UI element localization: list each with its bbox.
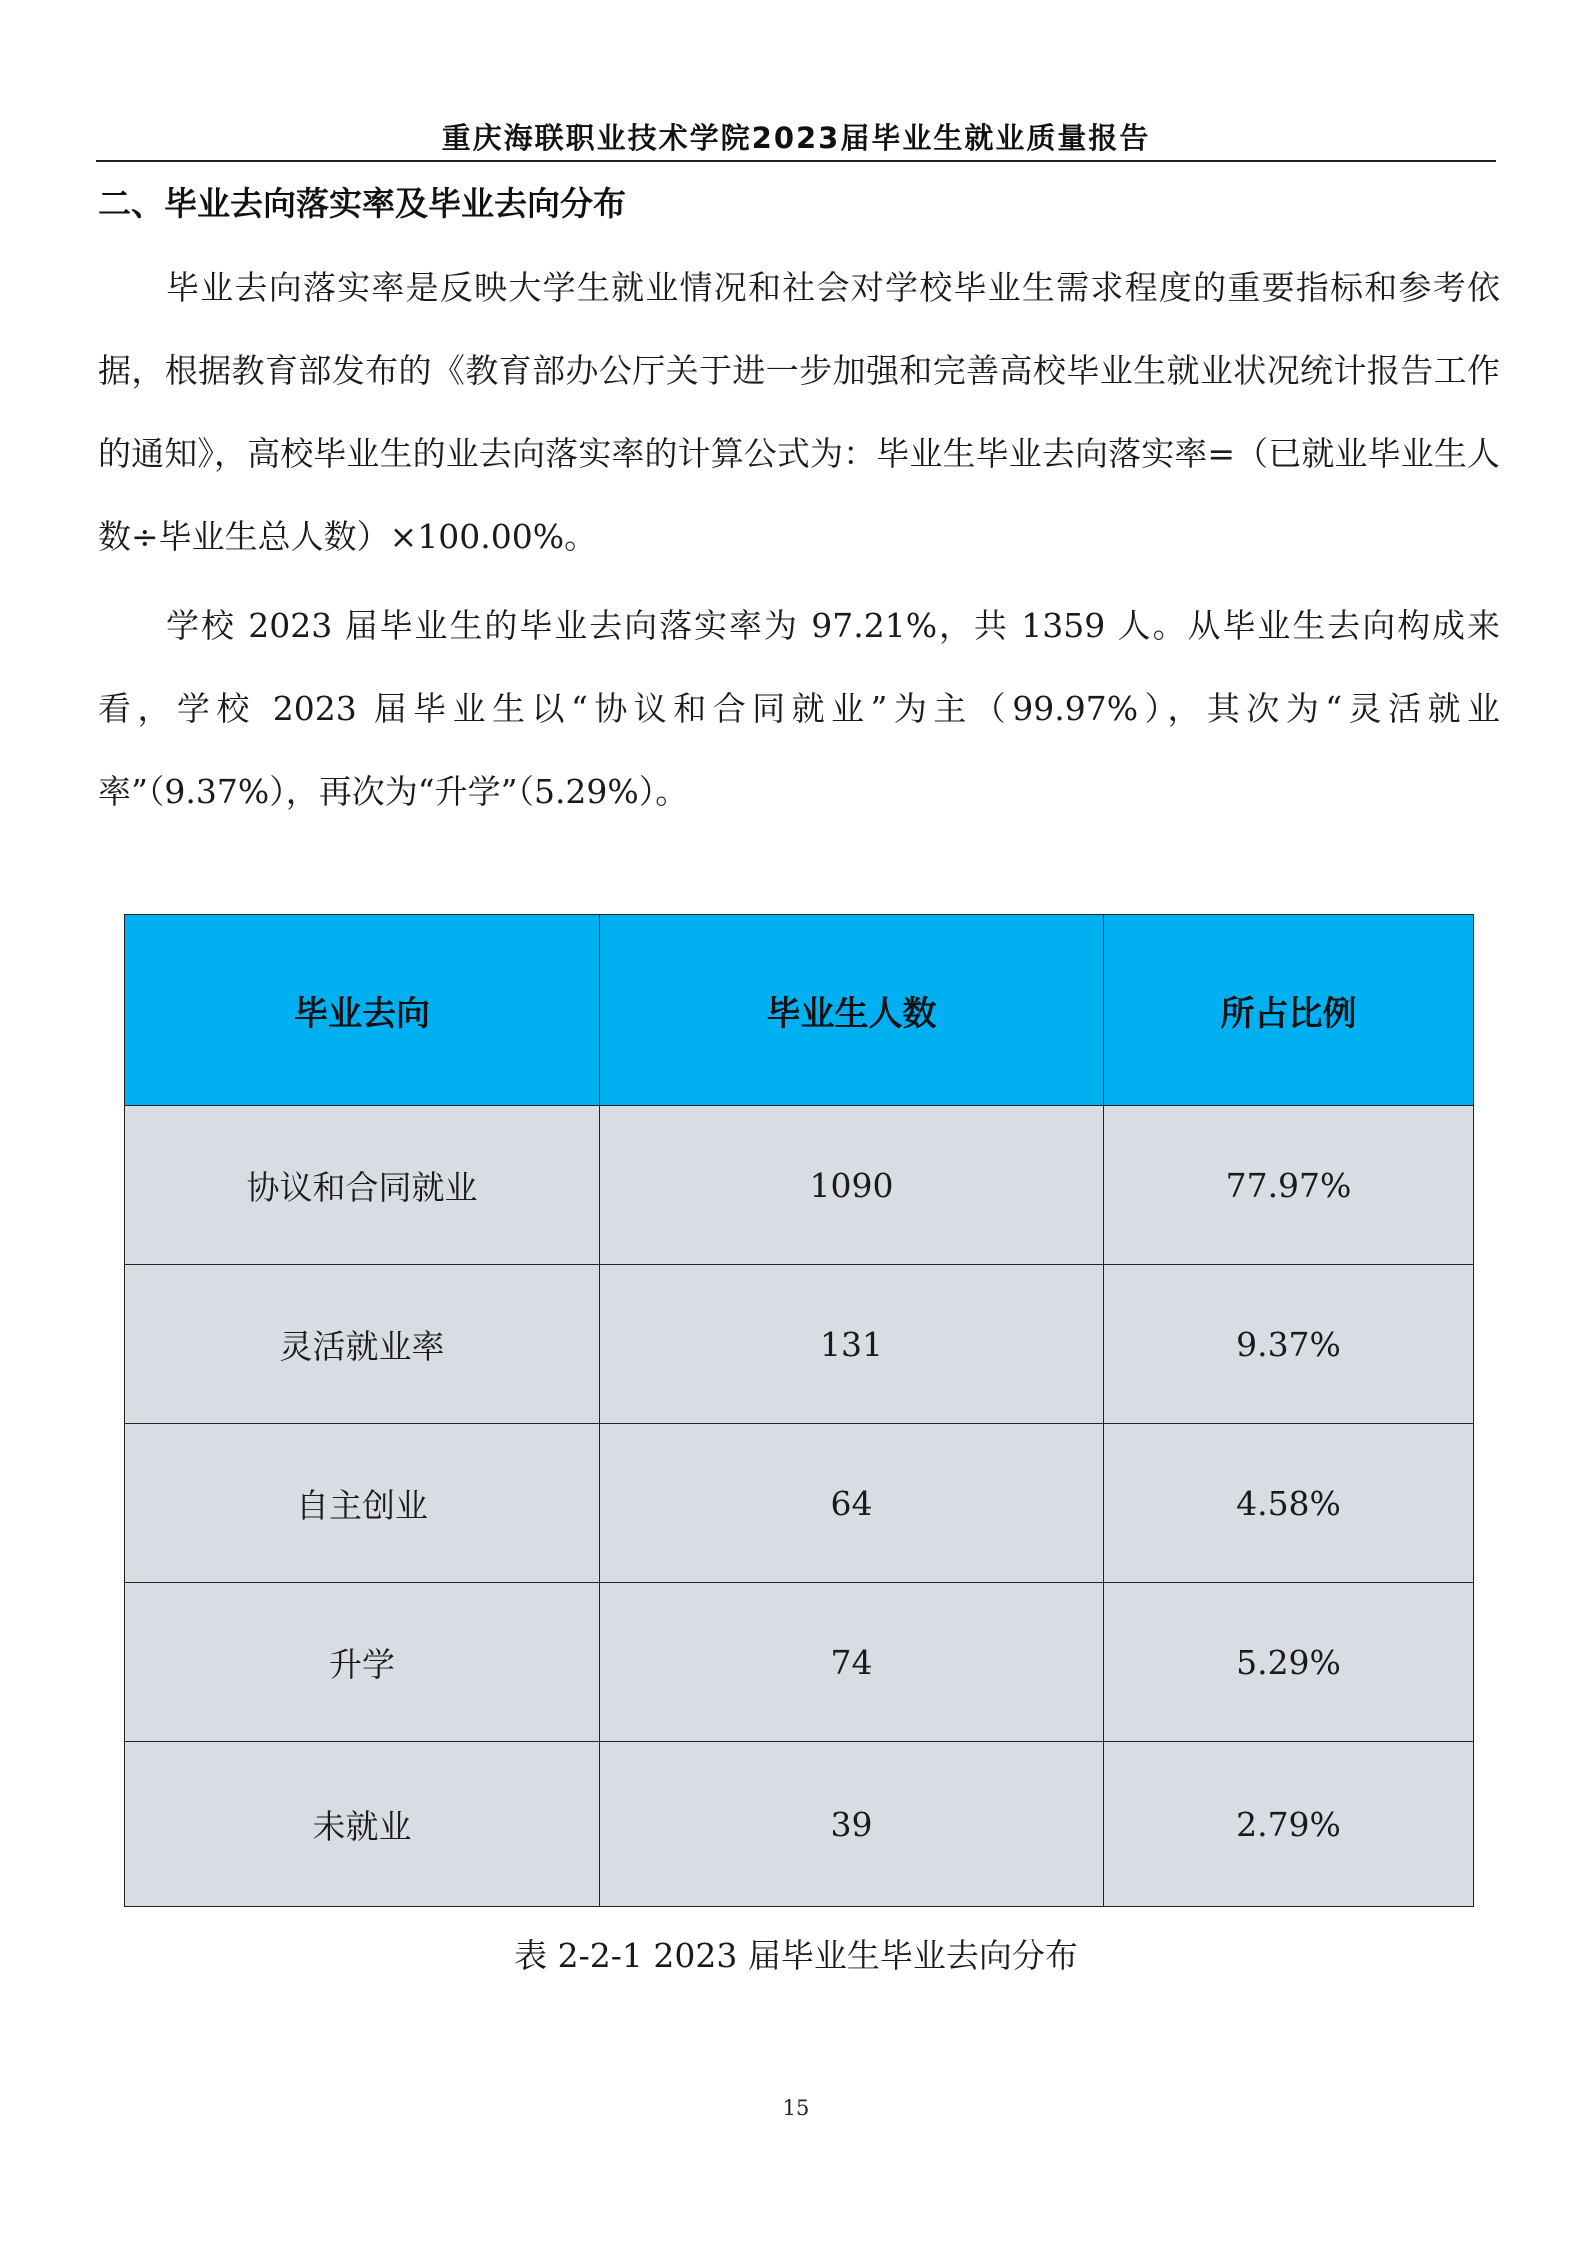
table-caption: 表 2-2-1 2023 届毕业生毕业去向分布 (514, 1936, 1078, 1975)
paragraph-formula: 毕业去向落实率是反映大学生就业情况和社会对学校毕业生需求程度的重要指标和参考依据，根据教育部发布的《教育部办公厅关于进一步加强和完善高校毕业生就业状况统计报告工作的通知》，高校毕业生的业去向落实率的计算公式为：毕业生毕业去向落实率=（已就业毕业生人数÷毕业生总人数）×100.00%。 (98, 268, 1500, 556)
table-cell-count: 131 (600, 1265, 1104, 1424)
table-cell-ratio: 9.37% (1104, 1265, 1474, 1424)
table-row (125, 1742, 1474, 1907)
table-row (125, 1583, 1474, 1742)
table-cell-ratio: 2.79% (1104, 1742, 1474, 1907)
table-cell-destination: 灵活就业率 (125, 1265, 600, 1424)
page-header-title: 重庆海联职业技术学院2023届毕业生就业质量报告 (441, 121, 1151, 155)
table-cell-destination: 升学 (125, 1583, 600, 1742)
table-cell-ratio: 5.29% (1104, 1583, 1474, 1742)
table-cell-count: 39 (600, 1742, 1104, 1907)
table-row (125, 1424, 1474, 1583)
destination-table-container (124, 914, 1473, 1907)
table-header-destination: 毕业去向 (125, 915, 600, 1106)
destination-table (124, 914, 1474, 1907)
section-heading: 二、毕业去向落实率及毕业去向分布 (98, 184, 626, 223)
page-number: 15 (782, 2096, 810, 2120)
header-divider (96, 160, 1496, 162)
table-cell-count: 1090 (600, 1106, 1104, 1265)
table-cell-destination: 自主创业 (125, 1424, 600, 1583)
table-cell-count: 74 (600, 1583, 1104, 1742)
table-cell-destination: 协议和合同就业 (125, 1106, 600, 1265)
table-cell-count: 64 (600, 1424, 1104, 1583)
table-cell-destination: 未就业 (125, 1742, 600, 1907)
table-header-count: 毕业生人数 (600, 915, 1104, 1106)
table-row (125, 1106, 1474, 1265)
table-header-ratio: 所占比例 (1104, 915, 1474, 1106)
table-cell-ratio: 77.97% (1104, 1106, 1474, 1265)
table-header-row (125, 915, 1474, 1106)
table-cell-ratio: 4.58% (1104, 1424, 1474, 1583)
paragraph-summary: 学校 2023 届毕业生的毕业去向落实率为 97.21%，共 1359 人。从毕业生去向构成来看，学校 2023 届毕业生以“协议和合同就业”为主（99.97%），其次为“灵活就业率”（9.37%），再次为“升学”（5.29%）。 (98, 606, 1500, 811)
table-row (125, 1265, 1474, 1424)
